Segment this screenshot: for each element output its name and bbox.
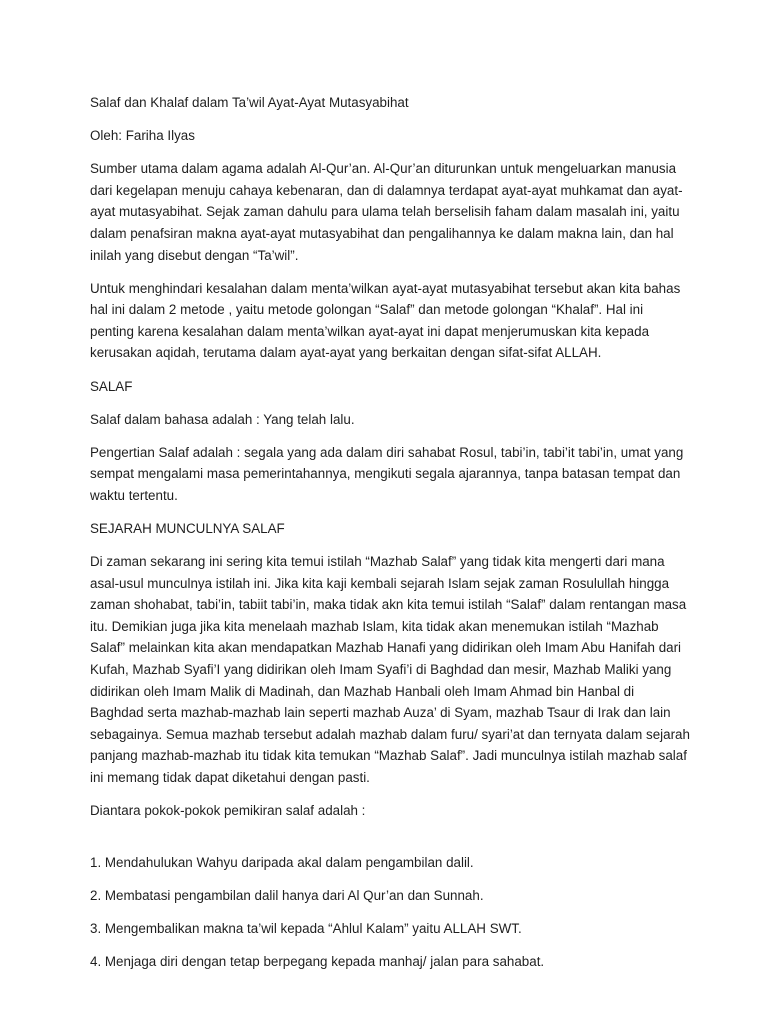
paragraph-history: Di zaman sekarang ini sering kita temui istilah “Mazhab Salaf” yang tidak kita mengerti dari mana asal-usul munculnya istilah ini. Jika kita kaji kembali sejarah Islam sejak zaman Rosulullah hingga zaman shohabat, tabi’in, tabiit tabi’in, maka tidak akn kita temui istilah “Salaf” dalam rentangan masa itu. Demikian juga jika kita menelaah mazhab Islam, kita tidak akan menemukan istilah “Mazhab Salaf” melainkan kita akan mendapatkan Mazhab Hanafi yang didirikan oleh Imam Abu Hanifah dari Kufah, Mazhab Syafi’I yang didirikan oleh Imam Syafi’i di Baghdad dan mesir, Mazhab Maliki yang didirikan oleh Imam Malik di Madinah, dan Mazhab Hanbali oleh Imam Ahmad bin Hanbal di Baghdad serta mazhab-mazhab lain seperti mazhab Auza’ di Syam, mazhab Tsaur di Irak dan lain sebagainya. Semua mazhab tersebut adalah mazhab dalam furu/ syari’at dan ternyata dalam sejarah panjang mazhab-mazhab itu tidak kita temukan “Mazhab Salaf”. Jadi munculnya istilah mazhab salaf ini memang tidak dapat diketahui dengan pasti. [90, 554, 690, 786]
salaf-definition: Pengertian Salaf adalah : segala yang ada dalam diri sahabat Rosul, tabi’in, tabi’it tabi’in, umat yang sempat mengalami masa pemerintahannya, mengikuti segala ajarannya, tanpa batasan tempat dan waktu tertentu. [90, 444, 684, 503]
document-page [90, 92, 690, 984]
list-item: 1. Mendahulukan Wahyu daripada akal dalam pengambilan dalil. [90, 854, 474, 870]
principles-intro: Diantara pokok-pokok pemikiran salaf adalah : [90, 803, 366, 819]
list-item: 3. Mengembalikan makna ta’wil kepada “Ahlul Kalam” yaitu ALLAH SWT. [90, 920, 522, 936]
document-author: Oleh: Fariha Ilyas [90, 128, 195, 144]
document-title: Salaf dan Khalaf dalam Ta’wil Ayat-Ayat Mutasyabihat [90, 95, 409, 110]
paragraph-methods: Untuk menghindari kesalahan dalam menta’wilkan ayat-ayat mutasyabihat tersebut akan kita bahas hal ini dalam 2 metode , yaitu metode golongan “Salaf” dan metode golongan “Khalaf”. Hal ini penting karena kesalahan dalam menta’wilkan ayat-ayat ini dapat menjerumuskan kita kepada kerusakan aqidah, terutama dalam ayat-ayat yang berkaitan dengan sifat-sifat ALLAH. [90, 280, 681, 361]
list-item: 4. Menjaga diri dengan tetap berpegang kepada manhaj/ jalan para sahabat. [90, 954, 545, 969]
heading-history: SEJARAH MUNCULNYA SALAF [90, 521, 285, 536]
heading-salaf: SALAF [90, 378, 133, 394]
salaf-language: Salaf dalam bahasa adalah : Yang telah lalu. [90, 411, 355, 427]
paragraph-intro: Sumber utama dalam agama adalah Al-Qur’an. Al-Qur’an diturunkan untuk mengeluarkan manusia dari kegelapan menuju cahaya kebenaran, dan di dalamnya terdapat ayat-ayat muhkamat dan ayat-ayat mutasyabihat. Sejak zaman dahulu para ulama telah berselisih faham dalam masalah ini, yaitu dalam penafsiran makna ayat-ayat mutasyabihat dan pengalihannya ke dalam makna lain, dan hal inilah yang disebut dengan “Ta’wil”. [90, 161, 683, 263]
list-item: 2. Membatasi pengambilan dalil hanya dari Al Qur’an dan Sunnah. [90, 887, 484, 903]
